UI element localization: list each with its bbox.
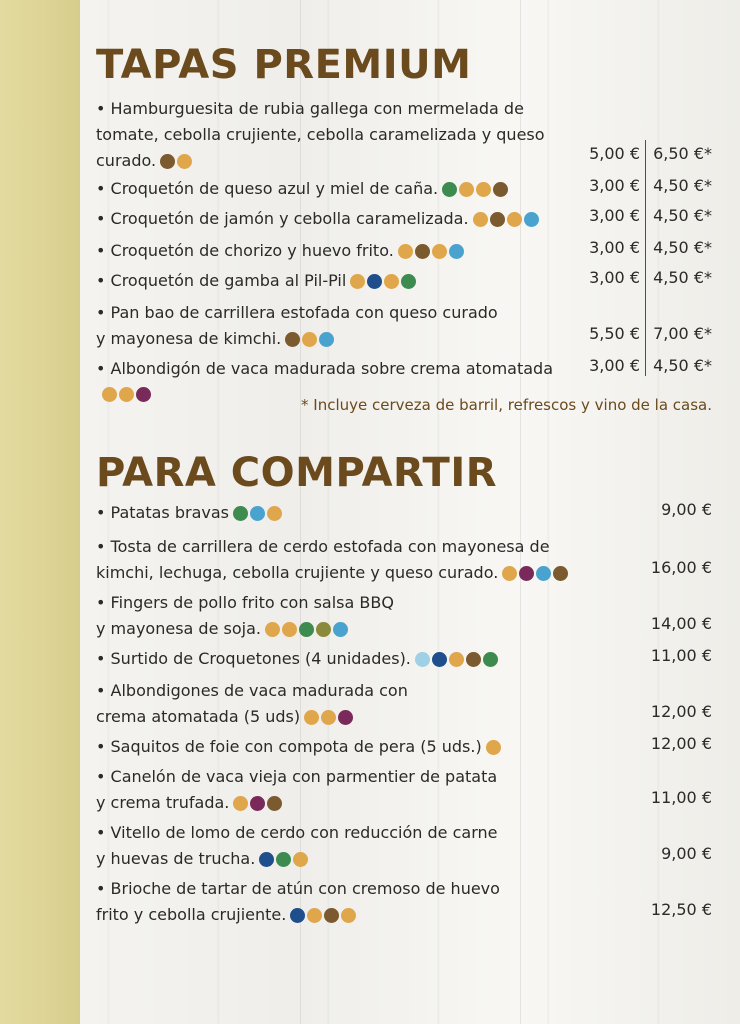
menu-item [96, 500, 716, 527]
price: 11,00 € [650, 646, 712, 665]
price-with-drink: 4,50 €* [653, 206, 712, 225]
side-color-strip [0, 0, 80, 1024]
menu-item-description [96, 300, 576, 353]
allergen-green-icon [442, 182, 457, 197]
menu-item-line: y mayonesa de kimchi. [96, 326, 576, 353]
menu-item-line: • Surtido de Croquetones (4 unidades). [96, 646, 576, 673]
allergen-icons [350, 269, 418, 295]
allergen-olive-icon [316, 622, 331, 637]
menu-item [96, 646, 716, 673]
menu-item [96, 590, 716, 643]
allergen-navy-icon [367, 274, 382, 289]
allergen-orange-icon [486, 740, 501, 755]
menu-item-line: • Fingers de pollo frito con salsa BBQ [96, 593, 394, 612]
price: 11,00 € [650, 788, 712, 807]
allergen-brown-icon [267, 796, 282, 811]
allergen-green-icon [401, 274, 416, 289]
menu-item-description [96, 820, 576, 873]
menu-item [96, 876, 716, 929]
allergen-orange-icon [384, 274, 399, 289]
allergen-icons [502, 561, 570, 587]
allergen-brown-icon [493, 182, 508, 197]
allergen-icons [304, 705, 355, 731]
menu-item-line: tomate, cebolla crujiente, cebolla caramelizada y queso [96, 125, 545, 144]
menu-item-line: • Canelón de vaca vieja con parmentier de patata [96, 767, 498, 786]
allergen-navy-icon [432, 652, 447, 667]
menu-item [96, 734, 716, 761]
menu-item-description [96, 876, 576, 929]
allergen-orange-icon [507, 212, 522, 227]
allergen-orange-icon [119, 387, 134, 402]
allergen-brown-icon [160, 154, 175, 169]
menu-item-line: crema atomatada (5 uds) [96, 704, 576, 731]
menu-item-description [96, 764, 576, 817]
menu-item-line: • Patatas bravas [96, 500, 576, 527]
price-with-drink: 4,50 €* [653, 238, 712, 257]
allergen-icons [473, 207, 541, 233]
menu-item-description [96, 176, 576, 203]
allergen-orange-icon [459, 182, 474, 197]
allergen-navy-icon [290, 908, 305, 923]
menu-item-description [96, 96, 576, 175]
menu-item-line: frito y cebolla crujiente. [96, 902, 576, 929]
price-tapa: 3,00 € [589, 206, 640, 225]
allergen-icons [486, 735, 503, 761]
allergen-orange-icon [233, 796, 248, 811]
footnote: * Incluye cerveza de barril, refrescos y vino de la casa. [301, 396, 712, 414]
allergen-orange-icon [282, 622, 297, 637]
price-tapa: 5,50 € [589, 324, 640, 343]
allergen-blue-icon [524, 212, 539, 227]
menu-item-description [96, 206, 576, 233]
menu-item-line: • Croquetón de queso azul y miel de caña. [96, 176, 576, 203]
price: 16,00 € [650, 558, 712, 577]
price: 12,00 € [650, 734, 712, 753]
allergen-blue-icon [333, 622, 348, 637]
allergen-brown-icon [553, 566, 568, 581]
allergen-navy-icon [259, 852, 274, 867]
allergen-orange-icon [473, 212, 488, 227]
allergen-orange-icon [398, 244, 413, 259]
section-title-para-compartir: PARA COMPARTIR [96, 450, 498, 496]
allergen-brown-icon [466, 652, 481, 667]
allergen-orange-icon [267, 506, 282, 521]
price-tapa: 5,00 € [589, 144, 640, 163]
allergen-orange-icon [304, 710, 319, 725]
menu-item-line: • Saquitos de foie con compota de pera (5 uds.) [96, 734, 576, 761]
allergen-blue-icon [536, 566, 551, 581]
price-tapa: 3,00 € [589, 268, 640, 287]
allergen-orange-icon [449, 652, 464, 667]
allergen-orange-icon [293, 852, 308, 867]
allergen-icons [233, 791, 284, 817]
menu-item-description [96, 678, 576, 731]
menu-item-line: kimchi, lechuga, cebolla crujiente y queso curado. [96, 560, 576, 587]
menu-item-line: • Pan bao de carrillera estofada con queso curado [96, 303, 498, 322]
menu-item-description [96, 646, 576, 673]
price-tapa: 3,00 € [589, 356, 640, 375]
allergen-icons [233, 501, 284, 527]
menu-item-line: • Hamburguesita de rubia gallega con mermelada de [96, 99, 524, 118]
allergen-brown-icon [285, 332, 300, 347]
allergen-orange-icon [307, 908, 322, 923]
menu-item-line: • Croquetón de chorizo y huevo frito. [96, 238, 576, 265]
allergen-orange-icon [102, 387, 117, 402]
allergen-green-icon [483, 652, 498, 667]
allergen-blue-icon [449, 244, 464, 259]
menu-item-line: • Albondigón de vaca madurada sobre crema atomatada [96, 359, 554, 378]
menu-item-description [96, 500, 576, 527]
allergen-green-icon [233, 506, 248, 521]
menu-item-line: y mayonesa de soja. [96, 616, 576, 643]
menu-item-line: • Vitello de lomo de cerdo con reducción de carne [96, 823, 498, 842]
allergen-brown-icon [324, 908, 339, 923]
allergen-purple-icon [136, 387, 151, 402]
allergen-orange-icon [350, 274, 365, 289]
menu-item-description [96, 238, 576, 265]
allergen-purple-icon [338, 710, 353, 725]
allergen-icons [285, 327, 336, 353]
menu-item-line: • Croquetón de gamba al Pil-Pil [96, 268, 576, 295]
menu-item-line: • Albondigones de vaca madurada con [96, 681, 408, 700]
allergen-orange-icon [321, 710, 336, 725]
allergen-orange-icon [432, 244, 447, 259]
allergen-icons [290, 903, 358, 929]
menu-item [96, 534, 716, 587]
allergen-shell-icon [415, 652, 430, 667]
menu-item-description [96, 590, 576, 643]
allergen-brown-icon [490, 212, 505, 227]
allergen-green-icon [299, 622, 314, 637]
allergen-blue-icon [250, 506, 265, 521]
price-tapa: 3,00 € [589, 176, 640, 195]
price-column-divider [645, 140, 646, 376]
menu-item-description [96, 534, 576, 587]
price-tapa: 3,00 € [589, 238, 640, 257]
menu-item-description [96, 734, 576, 761]
menu-item-description [96, 268, 576, 295]
menu-item [96, 764, 716, 817]
allergen-purple-icon [250, 796, 265, 811]
allergen-orange-icon [476, 182, 491, 197]
allergen-green-icon [276, 852, 291, 867]
price: 9,00 € [661, 844, 712, 863]
price-with-drink: 4,50 €* [653, 268, 712, 287]
menu-item [96, 678, 716, 731]
price-with-drink: 4,50 €* [653, 176, 712, 195]
menu-item-line: curado. [96, 148, 576, 175]
allergen-orange-icon [177, 154, 192, 169]
allergen-icons [398, 239, 466, 265]
menu-item-line: • Croquetón de jamón y cebolla caramelizada. [96, 206, 576, 233]
menu-item [96, 820, 716, 873]
price: 12,50 € [650, 900, 712, 919]
allergen-orange-icon [265, 622, 280, 637]
allergen-icons [259, 847, 310, 873]
allergen-purple-icon [519, 566, 534, 581]
allergen-blue-icon [319, 332, 334, 347]
menu-item-line: • Tosta de carrillera de cerdo estofada con mayonesa de [96, 537, 550, 556]
allergen-icons [415, 647, 500, 673]
price: 9,00 € [661, 500, 712, 519]
allergen-icons [160, 149, 194, 175]
section-title-tapas-premium: TAPAS PREMIUM [96, 42, 472, 88]
price: 14,00 € [650, 614, 712, 633]
allergen-orange-icon [502, 566, 517, 581]
price: 12,00 € [650, 702, 712, 721]
allergen-icons [265, 617, 350, 643]
price-with-drink: 6,50 €* [653, 144, 712, 163]
price-with-drink: 7,00 €* [653, 324, 712, 343]
allergen-brown-icon [415, 244, 430, 259]
allergen-icons [442, 177, 510, 203]
allergen-orange-icon [341, 908, 356, 923]
menu-item-line: y huevas de trucha. [96, 846, 576, 873]
allergen-orange-icon [302, 332, 317, 347]
menu-item-line: • Brioche de tartar de atún con cremoso de huevo [96, 879, 500, 898]
menu-item-line: y crema trufada. [96, 790, 576, 817]
price-with-drink: 4,50 €* [653, 356, 712, 375]
